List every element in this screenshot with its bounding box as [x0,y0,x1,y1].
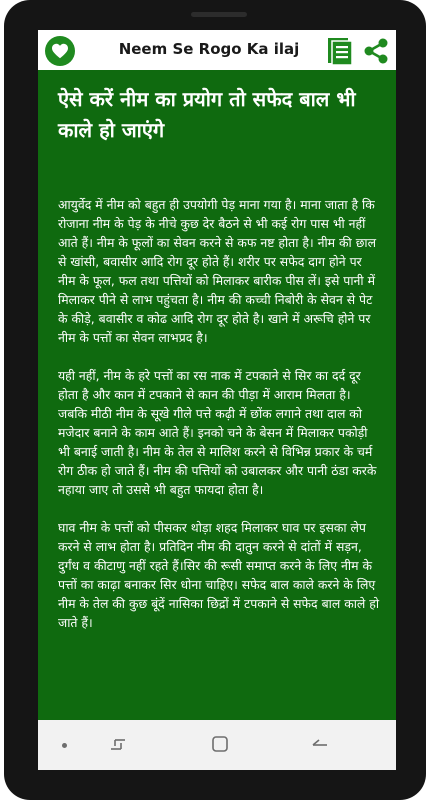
article-body [58,195,380,651]
phone-frame [4,0,426,800]
article-content[interactable] [38,70,396,720]
article-title: ऐसे करें नीम का प्रयोग तो सफेद बाल भी काले हो जाएंगे [58,87,356,142]
home-button[interactable] [211,735,229,753]
share-icon [361,36,391,66]
article-paragraph: यही नहीं, नीम के हरे पत्तों का रस नाक में टपकाने से सिर का दर्द दूर होता है और कान में टपकाने से कान की पीड़ा में आराम मिलता है। जबकि मीठी नीम के सूखे गीले पत्ते कढ़ी में छोंक लगाने तथा दाल को मजेदार बनाने के काम आते हैं। इनको चने के बेसन में मिलाकर पकोड़ी भी बनाई जाती है। नीम के तेल से मालिश करने से विभिन्न प्रकार के चर्म रोग ठीक हो जाते हैं। नीम की पत्तियों को उबालकर और पानी ठंडा करके नहाया जाए तो उससे भी बहुत फायदा होता है। [58,368,377,497]
recent-apps-button[interactable] [108,735,128,755]
app-bar [38,30,396,70]
favorite-button[interactable] [45,36,75,66]
screen [38,30,396,770]
article-paragraph: आयुर्वेद में नीम को बहुत ही उपयोगी पेड़ माना गया है। माना जाता है कि रोजाना नीम के पेड़ के नीचे कुछ देर बैठने से भी कई रोग पास भी नहीं आते हैं। नीम के फूलों का सेवन करने से कफ नष्ट होता है। नीम की छाल से खांसी, बवासीर आदि रोग दूर होते हैं। शरीर पर सफेद दाग होने पर नीम के फूल, फल तथा पत्तियों को मिलाकर बारीक पीस लें। इसे पानी में मिलाकर पीने से लाभ पहुंचता है। नीम की कच्ची निबोरी के सेवन से पेट के कीड़े, बवासीर व कोढ आदि रोग दूर होते है। खाने में अरूचि होने पर नीम के पत्तों का सेवन लाभप्रद है। [58,197,376,345]
speaker-grille [191,12,247,17]
document-list-button[interactable] [325,36,355,66]
assistant-dot-icon[interactable] [62,743,67,748]
system-nav-bar [38,720,396,770]
document-list-icon [325,36,355,66]
back-icon [310,735,330,755]
app-title: Neem Se Rogo Ka ilaj [118,40,300,58]
heart-icon [51,43,69,59]
back-button[interactable] [310,735,330,755]
share-button[interactable] [361,36,391,66]
article-paragraph: घाव नीम के पत्तों को पीसकर थोड़ा शहद मिलाकर घाव पर इसका लेप करने से लाभ होता है। प्रतिदिन नीम की दातुन करने से दांतों में सड़न, दुर्गंध व कीटाणु नहीं रहते हैं।सिर की रूसी समाप्त करने के लिए नीम के पत्तों का काढ़ा बनाकर सिर धोना चाहिए। सफेद बाल काले करने के लिए नीम के तेल की कुछ बूंदें नासिका छिद्रों में टपकाने से सफेद बाल काले हो जाते हैं। [58,520,380,630]
recent-apps-icon [108,735,128,755]
home-icon [211,735,229,753]
